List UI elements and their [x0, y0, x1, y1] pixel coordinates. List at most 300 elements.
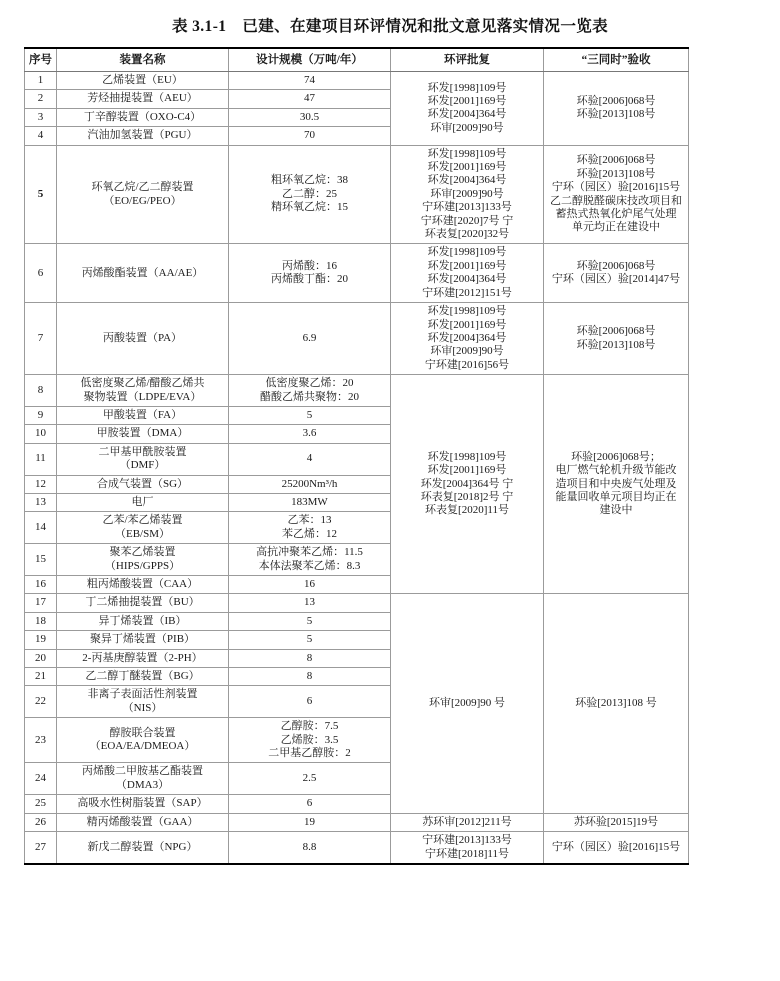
cell-design-scale [229, 594, 391, 612]
cell-design-scale [229, 72, 391, 90]
cell-design-scale-lines [231, 377, 388, 404]
cell-design-scale-line: 47 [304, 92, 315, 105]
cell-design-scale-line: 6 [306, 695, 313, 708]
cell-design-scale [229, 493, 391, 511]
cell-ea-approval [391, 832, 544, 864]
cell-row-number: 11 [25, 443, 57, 475]
cell-ea-approval-line: 环表复[2020]11号 [425, 504, 509, 517]
cell-ea-approval-lines [393, 834, 541, 861]
cell-acceptance-lines [546, 154, 686, 234]
cell-design-scale-lines [231, 546, 388, 573]
cell-row-number: 24 [25, 763, 57, 795]
cell-design-scale-line: 苯乙烯：12 [282, 527, 337, 540]
cell-design-scale [229, 718, 391, 763]
cell-device-name-lines [59, 546, 226, 573]
cell-design-scale-line: 13 [304, 596, 315, 609]
cell-device-name-lines [59, 633, 226, 646]
cell-ea-approval-line: 宁环建[2013]133号 [422, 201, 512, 214]
cell-design-scale [229, 832, 391, 864]
cell-device-name-line: 电厂 [131, 495, 154, 508]
cell-row-number: 27 [25, 832, 57, 864]
cell-acceptance-line: 环验[2006]068号 [576, 94, 656, 107]
cell-design-scale [229, 406, 391, 424]
cell-design-scale [229, 649, 391, 667]
cell-device-name-lines [59, 727, 226, 754]
column-header-acceptance: “三同时”验收 [544, 48, 689, 72]
table-row [25, 594, 689, 612]
cell-design-scale-line: 乙苯：13 [287, 514, 332, 527]
cell-row-number: 2 [25, 90, 57, 108]
cell-ea-approval-lines [393, 816, 541, 829]
column-header-device-name: 装置名称 [57, 48, 229, 72]
cell-device-name-line: （NIS） [122, 701, 163, 714]
cell-ea-approval [391, 813, 544, 831]
cell-design-scale-lines [231, 797, 388, 810]
cell-ea-approval [391, 72, 544, 146]
cell-design-scale-line: 8 [306, 670, 313, 683]
cell-design-scale-line: 70 [304, 129, 315, 142]
cell-ea-approval-line: 环审[2009]90号 [430, 345, 504, 358]
project-ea-table [24, 47, 689, 865]
cell-design-scale-line: 8.8 [302, 840, 317, 853]
cell-design-scale-lines [231, 772, 388, 785]
cell-device-name-line: （DMF） [119, 459, 166, 472]
cell-ea-approval-lines [393, 246, 541, 300]
cell-ea-approval-line: 环表复[2018]2号 宁 [420, 490, 514, 503]
cell-acceptance [544, 303, 689, 375]
cell-design-scale-line: 30.5 [299, 110, 320, 123]
cell-ea-approval-line: 环发[2001]169号 [427, 259, 507, 272]
cell-device-name-line: 新戊二醇装置（NPG） [87, 840, 198, 853]
column-header-no: 序号 [25, 48, 57, 72]
cell-row-number: 5 [25, 145, 57, 244]
cell-design-scale-lines [231, 615, 388, 628]
cell-device-name-line: 环氧乙烷/乙二醇装置 [91, 181, 194, 194]
cell-ea-approval-line: 苏环审[2012]211号 [422, 815, 512, 828]
cell-device-name-line: 甲胺装置（DMA） [96, 427, 189, 440]
cell-design-scale-line: 4 [306, 452, 313, 465]
cell-device-name [57, 612, 229, 630]
cell-row-number: 15 [25, 544, 57, 576]
table-header [25, 48, 689, 72]
cell-ea-approval-line: 环发[2004]364号 [427, 174, 507, 187]
cell-device-name-lines [59, 409, 226, 422]
cell-acceptance-line: 宁环（园区）验[2016]15号 [551, 840, 681, 853]
cell-ea-approval-line: 环审[2009]90 号 [428, 696, 506, 709]
cell-acceptance-lines [546, 260, 686, 287]
cell-ea-approval-line: 宁环建[2018]11号 [425, 847, 509, 860]
table-row [25, 813, 689, 831]
cell-device-name-line: 丙烯酸酯装置（AA/AE） [81, 266, 204, 279]
table-row [25, 244, 689, 303]
cell-row-number: 13 [25, 493, 57, 511]
cell-design-scale [229, 475, 391, 493]
column-header-ea-approval: 环评批复 [391, 48, 544, 72]
cell-design-scale-line: 粗环氧乙烷：38 [271, 174, 348, 187]
cell-design-scale-line: 5 [306, 408, 313, 421]
cell-design-scale [229, 763, 391, 795]
cell-device-name-line: 聚异丁烯装置（PIB） [89, 633, 196, 646]
cell-row-number: 9 [25, 406, 57, 424]
cell-device-name-line: 聚苯乙烯装置 [109, 546, 176, 559]
cell-design-scale-lines [231, 174, 388, 214]
cell-row-number: 7 [25, 303, 57, 375]
cell-design-scale [229, 303, 391, 375]
cell-acceptance-line: 造项目和中央废气处理及 [555, 477, 677, 490]
cell-device-name-lines [59, 514, 226, 541]
cell-acceptance [544, 594, 689, 813]
table-row [25, 303, 689, 375]
cell-device-name [57, 795, 229, 813]
cell-device-name-line: 醇胺联合装置 [109, 726, 176, 739]
cell-design-scale-line: 丙烯酸：16 [282, 259, 337, 272]
cell-device-name-line: 合成气装置（SG） [96, 477, 189, 490]
cell-acceptance-line: 建设中 [599, 504, 633, 517]
cell-ea-approval-line: 环发[2004]364号 [427, 108, 507, 121]
header-row [25, 48, 689, 72]
cell-device-name-lines [59, 578, 226, 591]
cell-design-scale-line: 5 [306, 633, 313, 646]
cell-device-name-lines [59, 615, 226, 628]
cell-device-name-lines [59, 267, 226, 280]
cell-design-scale-lines [231, 841, 388, 854]
cell-design-scale-lines [231, 452, 388, 465]
cell-row-number: 16 [25, 576, 57, 594]
cell-device-name-line: 2-丙基庚醇装置（2-PH） [82, 651, 203, 664]
cell-design-scale [229, 375, 391, 407]
cell-row-number: 1 [25, 72, 57, 90]
cell-design-scale-lines [231, 111, 388, 124]
cell-design-scale-line: 25200Nm³/h [281, 477, 338, 490]
cell-row-number: 4 [25, 127, 57, 145]
cell-acceptance [544, 244, 689, 303]
cell-device-name-line: 粗丙烯酸装置（CAA） [86, 578, 199, 591]
cell-device-name-line: 甲酸装置（FA） [102, 408, 183, 421]
cell-row-number: 19 [25, 631, 57, 649]
cell-design-scale [229, 425, 391, 443]
cell-acceptance [544, 145, 689, 244]
cell-device-name-line: （EO/EG/PEO） [103, 194, 182, 207]
cell-device-name-line: 乙烯装置（EU） [102, 74, 183, 87]
cell-device-name-line: （HIPS/GPPS） [104, 559, 181, 572]
cell-device-name-lines [59, 427, 226, 440]
cell-device-name [57, 303, 229, 375]
cell-ea-approval-lines [393, 148, 541, 242]
cell-device-name-lines [59, 688, 226, 715]
cell-device-name [57, 594, 229, 612]
cell-acceptance-line: 宁环（园区）验[2016]15号 [551, 181, 681, 194]
cell-device-name-line: 芳烃抽提装置（AEU） [87, 92, 198, 105]
cell-row-number: 26 [25, 813, 57, 831]
cell-acceptance-line: 苏环验[2015]19号 [573, 815, 659, 828]
cell-device-name-lines [59, 92, 226, 105]
cell-acceptance-line: 能量回收单元项目均正在 [555, 490, 677, 503]
cell-acceptance-line: 电厂燃气轮机升级节能改 [555, 464, 677, 477]
cell-design-scale-lines [231, 92, 388, 105]
cell-design-scale-line: 二甲基乙醇胺：2 [268, 747, 351, 760]
cell-design-scale-line: 6 [306, 797, 313, 810]
table-body [25, 72, 689, 864]
cell-design-scale [229, 668, 391, 686]
cell-acceptance-line: 环验[2013]108 号 [575, 696, 657, 709]
cell-ea-approval-line: 环发[2001]169号 [427, 94, 507, 107]
cell-ea-approval-lines [393, 82, 541, 136]
cell-device-name [57, 718, 229, 763]
cell-design-scale-line: 183MW [291, 495, 328, 508]
cell-ea-approval-line: 宁环建[2013]133号 [422, 834, 512, 847]
cell-row-number: 18 [25, 612, 57, 630]
cell-row-number: 25 [25, 795, 57, 813]
cell-design-scale [229, 443, 391, 475]
cell-ea-approval-line: 环发[2001]169号 [427, 464, 507, 477]
cell-device-name [57, 72, 229, 90]
cell-acceptance [544, 72, 689, 146]
cell-acceptance [544, 813, 689, 831]
cell-design-scale-lines [231, 652, 388, 665]
cell-device-name-line: 丁二烯抽提装置（BU） [85, 596, 200, 609]
cell-device-name [57, 649, 229, 667]
cell-design-scale [229, 244, 391, 303]
cell-row-number: 21 [25, 668, 57, 686]
cell-design-scale-lines [231, 496, 388, 509]
cell-device-name [57, 686, 229, 718]
cell-ea-approval-line: 宁环建[2016]56号 [424, 358, 510, 371]
cell-acceptance-line: 环验[2013]108号 [576, 108, 656, 121]
cell-design-scale-line: 高抗冲聚苯乙烯：11.5 [256, 546, 363, 559]
cell-device-name [57, 576, 229, 594]
cell-device-name [57, 763, 229, 795]
cell-acceptance-line: 环验[2006]068号 [576, 325, 656, 338]
cell-device-name [57, 90, 229, 108]
cell-device-name [57, 832, 229, 864]
cell-device-name-lines [59, 446, 226, 473]
cell-design-scale-lines [231, 74, 388, 87]
cell-design-scale [229, 544, 391, 576]
cell-acceptance-line: 环验[2006]068号； [571, 450, 661, 463]
cell-ea-approval [391, 145, 544, 244]
cell-ea-approval-lines [393, 697, 541, 710]
cell-ea-approval [391, 244, 544, 303]
cell-ea-approval [391, 375, 544, 594]
cell-ea-approval-line: 环发[1998]109号 [427, 81, 507, 94]
cell-device-name-lines [59, 74, 226, 87]
table-row [25, 832, 689, 864]
cell-device-name-lines [59, 816, 226, 829]
cell-design-scale-lines [231, 596, 388, 609]
cell-design-scale-lines [231, 633, 388, 646]
cell-design-scale [229, 90, 391, 108]
cell-device-name [57, 813, 229, 831]
cell-ea-approval [391, 303, 544, 375]
cell-row-number: 17 [25, 594, 57, 612]
cell-row-number: 8 [25, 375, 57, 407]
cell-device-name [57, 127, 229, 145]
cell-design-scale [229, 631, 391, 649]
cell-row-number: 6 [25, 244, 57, 303]
cell-device-name-lines [59, 841, 226, 854]
cell-device-name [57, 375, 229, 407]
cell-ea-approval-line: 环发[2001]169号 [427, 161, 507, 174]
cell-ea-approval-line: 环发[2004]364号 [427, 273, 507, 286]
cell-ea-approval-line: 环发[1998]109号 [427, 450, 507, 463]
cell-ea-approval-line: 宁环建[2012]151号 [422, 286, 512, 299]
cell-device-name-line: 低密度聚乙烯/醋酸乙烯共 [80, 377, 205, 390]
cell-ea-approval-line: 宁环建[2020]7号 宁 [420, 214, 514, 227]
cell-design-scale-line: 乙二醇：25 [282, 187, 337, 200]
cell-device-name-lines [59, 129, 226, 142]
cell-design-scale-line: 乙醇胺：7.5 [280, 720, 339, 733]
cell-design-scale-lines [231, 720, 388, 760]
cell-device-name-lines [59, 332, 226, 345]
cell-row-number: 3 [25, 108, 57, 126]
cell-acceptance-lines [546, 451, 686, 518]
cell-design-scale-line: 16 [304, 578, 315, 591]
cell-design-scale [229, 108, 391, 126]
cell-design-scale-line: 5 [306, 614, 313, 627]
cell-device-name [57, 668, 229, 686]
cell-device-name-lines [59, 111, 226, 124]
cell-acceptance-line: 宁环（园区）验[2014]47号 [551, 273, 681, 286]
cell-device-name-lines [59, 765, 226, 792]
cell-device-name [57, 244, 229, 303]
cell-design-scale [229, 686, 391, 718]
cell-design-scale-line: 乙烯胺：3.5 [280, 733, 339, 746]
cell-row-number: 12 [25, 475, 57, 493]
cell-design-scale [229, 576, 391, 594]
cell-design-scale-line: 2.5 [302, 772, 317, 785]
cell-ea-approval-line: 环发[1998]109号 [427, 246, 507, 259]
cell-row-number: 23 [25, 718, 57, 763]
cell-acceptance [544, 375, 689, 594]
cell-acceptance-line: 环验[2006]068号 [576, 259, 656, 272]
cell-device-name-line: 聚物装置（LDPE/EVA） [83, 390, 202, 403]
cell-device-name-lines [59, 652, 226, 665]
cell-acceptance-line: 环验[2013]108号 [576, 338, 656, 351]
cell-device-name-line: 精丙烯酸装置（GAA） [86, 815, 199, 828]
cell-device-name [57, 108, 229, 126]
cell-acceptance-line: 环验[2013]108号 [576, 167, 656, 180]
cell-device-name-line: （EOA/EA/DMEOA） [89, 740, 196, 753]
cell-ea-approval-lines [393, 305, 541, 372]
page-title: 表 3.1-1 已建、在建项目环评情况和批文意见落实情况一览表 [171, 18, 609, 35]
cell-acceptance-lines [546, 841, 686, 854]
cell-acceptance-line: 单元均正在建设中 [572, 221, 660, 234]
cell-design-scale [229, 795, 391, 813]
cell-acceptance-lines [546, 95, 686, 122]
cell-design-scale-lines [231, 409, 388, 422]
cell-device-name [57, 512, 229, 544]
table-row [25, 375, 689, 407]
cell-device-name-lines [59, 478, 226, 491]
cell-design-scale-lines [231, 695, 388, 708]
cell-ea-approval-line: 环审[2009]90号 [430, 187, 504, 200]
cell-device-name-line: 高吸水性树脂装置（SAP） [77, 797, 208, 810]
cell-ea-approval-line: 环发[1998]109号 [427, 305, 507, 318]
cell-design-scale-line: 低密度聚乙烯：20 [265, 377, 354, 390]
table-container [24, 47, 688, 865]
cell-design-scale-lines [231, 670, 388, 683]
cell-row-number: 14 [25, 512, 57, 544]
cell-device-name-line: 非离子表面活性剂装置 [87, 688, 198, 701]
cell-acceptance-line: 蓄热式热氧化炉尾气处理 [555, 207, 677, 220]
cell-ea-approval-line: 环发[1998]109号 [427, 147, 507, 160]
cell-design-scale-line: 丙烯酸丁酯：20 [271, 273, 348, 286]
cell-ea-approval-line: 环审[2009]90号 [430, 121, 504, 134]
cell-acceptance-lines [546, 816, 686, 829]
cell-ea-approval-line: 环表复[2020]32号 [424, 228, 510, 241]
cell-acceptance-line: 乙二醇脱醛碳床技改项目和 [550, 194, 682, 207]
cell-device-name-line: （EB/SM） [114, 527, 170, 540]
cell-ea-approval-lines [393, 451, 541, 518]
cell-design-scale-line: 醋酸乙烯共聚物：20 [260, 390, 359, 403]
cell-device-name-lines [59, 596, 226, 609]
cell-device-name [57, 406, 229, 424]
cell-design-scale-lines [231, 816, 388, 829]
cell-design-scale-lines [231, 578, 388, 591]
cell-design-scale-lines [231, 332, 388, 345]
cell-ea-approval-line: 环发[2004]364号 宁 [420, 477, 514, 490]
cell-device-name-line: 汽油加氢装置（PGU） [87, 129, 198, 142]
cell-design-scale [229, 127, 391, 145]
cell-device-name [57, 631, 229, 649]
table-row [25, 72, 689, 90]
cell-ea-approval-line: 环发[2004]364号 [427, 331, 507, 344]
cell-device-name [57, 443, 229, 475]
cell-design-scale-line: 6.9 [302, 331, 317, 344]
cell-design-scale-lines [231, 514, 388, 541]
cell-design-scale-line: 19 [304, 815, 315, 828]
cell-design-scale [229, 512, 391, 544]
cell-row-number: 10 [25, 425, 57, 443]
cell-acceptance-line: 环验[2006]068号 [576, 154, 656, 167]
cell-design-scale-line: 精环氧乙烷：15 [271, 201, 348, 214]
cell-device-name-line: 丙酸装置（PA） [102, 331, 183, 344]
cell-row-number: 20 [25, 649, 57, 667]
cell-ea-approval [391, 594, 544, 813]
cell-design-scale-lines [231, 260, 388, 287]
cell-device-name [57, 145, 229, 244]
cell-ea-approval-line: 环发[2001]169号 [427, 318, 507, 331]
cell-device-name-lines [59, 670, 226, 683]
cell-acceptance-lines [546, 325, 686, 352]
cell-device-name-line: 丙烯酸二甲胺基乙酯装置 [82, 765, 203, 778]
cell-design-scale [229, 813, 391, 831]
cell-device-name-lines [59, 181, 226, 208]
table-row [25, 145, 689, 244]
cell-device-name [57, 425, 229, 443]
cell-device-name-lines [59, 797, 226, 810]
cell-device-name-line: 乙苯/苯乙烯装置 [102, 514, 183, 527]
cell-design-scale [229, 612, 391, 630]
cell-design-scale-line: 8 [306, 651, 313, 664]
cell-device-name-line: 丁辛醇装置（OXO-C4） [83, 110, 202, 123]
cell-device-name [57, 544, 229, 576]
cell-device-name-line: （DMA3） [115, 778, 170, 791]
cell-design-scale-lines [231, 478, 388, 491]
cell-device-name-line: 异丁烯装置（IB） [98, 614, 187, 627]
cell-design-scale-line: 3.6 [302, 427, 317, 440]
cell-device-name [57, 493, 229, 511]
cell-device-name-lines [59, 377, 226, 404]
cell-acceptance [544, 832, 689, 864]
cell-device-name-line: 乙二醇丁醚装置（BG） [85, 670, 200, 683]
cell-design-scale [229, 145, 391, 244]
cell-design-scale-lines [231, 129, 388, 142]
cell-device-name [57, 475, 229, 493]
cell-device-name-lines [59, 496, 226, 509]
cell-design-scale-lines [231, 427, 388, 440]
cell-device-name-line: 二甲基甲酰胺装置 [98, 445, 187, 458]
